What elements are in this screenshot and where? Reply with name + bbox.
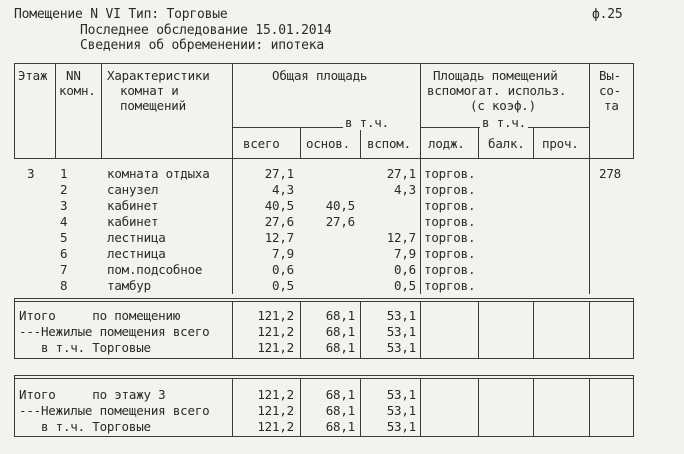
col-nn-2: комн.	[59, 83, 96, 98]
col-line	[478, 127, 479, 158]
table-row	[0, 324, 684, 339]
box-line	[14, 298, 634, 299]
room-nn: 4	[60, 214, 68, 229]
room-use: торгов.	[424, 230, 476, 245]
totals-total: 121,2	[257, 324, 294, 339]
col-line	[232, 63, 233, 158]
table-row	[0, 419, 684, 434]
table-row	[0, 403, 684, 418]
table-row	[0, 340, 684, 355]
totals-aux: 53,1	[386, 419, 416, 434]
col-line	[633, 63, 634, 158]
room-nn: 5	[60, 230, 68, 245]
col-line	[360, 127, 361, 158]
col-aux-area-3: (с коэф.)	[470, 98, 536, 113]
totals-aux: 53,1	[386, 387, 416, 402]
col-main: основ.	[306, 136, 350, 151]
col-incl-1: в т.ч.	[345, 115, 389, 130]
table-row	[0, 278, 684, 293]
col-height-2: со-	[599, 83, 621, 98]
col-total-area: Общая площадь	[272, 68, 368, 83]
col-aux-area: Площадь помещений	[433, 68, 558, 83]
totals-aux: 53,1	[386, 308, 416, 323]
room-total: 27,6	[264, 214, 294, 229]
room-name: комната отдыха	[107, 166, 210, 181]
room-nn: 1	[60, 166, 68, 181]
room-name: кабинет	[107, 214, 159, 229]
col-all: всего	[243, 136, 280, 151]
room-use: торгов.	[424, 166, 476, 181]
col-line	[589, 158, 590, 294]
totals-label: ---Нежилые помещения всего	[19, 403, 210, 418]
room-use: торгов.	[424, 214, 476, 229]
header-encumbrance: Сведения об обременении: ипотека	[80, 38, 325, 53]
table-row	[0, 246, 684, 261]
totals-total: 121,2	[257, 308, 294, 323]
col-aux-area-2: вспомогат. использ.	[427, 83, 567, 98]
col-height-3: та	[604, 98, 619, 113]
totals-label: Итого по этажу 3	[19, 387, 166, 402]
totals-main: 68,1	[325, 308, 355, 323]
col-incl-2: в т.ч.	[482, 115, 526, 130]
room-total: 7,9	[272, 246, 294, 261]
col-other: проч.	[542, 136, 579, 151]
totals-main: 68,1	[325, 324, 355, 339]
room-total: 0,6	[272, 262, 294, 277]
room-nn: 3	[60, 198, 68, 213]
col-characteristics-2: комнат и	[120, 83, 179, 98]
col-floor: Этаж	[18, 68, 48, 83]
room-name: лестница	[107, 230, 166, 245]
box-line	[14, 436, 634, 437]
room-nn: 2	[60, 182, 68, 197]
box-line	[14, 375, 634, 376]
totals-label: в т.ч. Торговые	[19, 419, 151, 434]
room-total: 4,3	[272, 182, 294, 197]
room-aux: 27,1	[386, 166, 416, 181]
room-floor: 3	[27, 166, 35, 181]
box-line	[14, 358, 634, 359]
room-aux: 0,5	[394, 278, 416, 293]
header-title: Помещение N VI Тип: Торговые	[14, 7, 228, 22]
room-nn: 8	[60, 278, 68, 293]
col-line	[101, 63, 102, 158]
room-aux: 0,6	[394, 262, 416, 277]
col-line	[533, 127, 534, 158]
box-line	[14, 378, 634, 379]
col-characteristics: Характеристики	[107, 68, 210, 83]
totals-main: 68,1	[325, 340, 355, 355]
room-use: торгов.	[424, 246, 476, 261]
table-row	[0, 308, 684, 323]
room-nn: 6	[60, 246, 68, 261]
table-row	[0, 182, 684, 197]
room-use: торгов.	[424, 262, 476, 277]
table-row	[0, 214, 684, 229]
table-row	[0, 262, 684, 277]
totals-label: Итого по помещению	[19, 308, 181, 323]
totals-main: 68,1	[325, 419, 355, 434]
header-last-survey: Последнее обследование 15.01.2014	[80, 23, 332, 38]
table-top-border	[14, 63, 634, 64]
room-total: 27,1	[264, 166, 294, 181]
col-nn: NN	[66, 68, 81, 83]
room-main: 27,6	[325, 214, 355, 229]
col-line	[232, 158, 233, 294]
room-aux: 7,9	[394, 246, 416, 261]
col-aux: вспом.	[367, 136, 411, 151]
room-total: 0,5	[272, 278, 294, 293]
table-row	[0, 387, 684, 402]
room-name: пом.подсобное	[107, 262, 203, 277]
totals-label: ---Нежилые помещения всего	[19, 324, 210, 339]
room-nn: 7	[60, 262, 68, 277]
totals-main: 68,1	[325, 403, 355, 418]
room-main: 40,5	[325, 198, 355, 213]
col-line	[420, 158, 421, 294]
totals-total: 121,2	[257, 340, 294, 355]
col-line	[589, 63, 590, 158]
totals-total: 121,2	[257, 403, 294, 418]
col-line	[55, 63, 56, 158]
totals-label: в т.ч. Торговые	[19, 340, 151, 355]
col-line	[14, 63, 15, 158]
table-row	[0, 230, 684, 245]
box-line	[14, 301, 634, 302]
totals-total: 121,2	[257, 419, 294, 434]
col-height: Вы-	[599, 68, 621, 83]
totals-aux: 53,1	[386, 340, 416, 355]
totals-aux: 53,1	[386, 403, 416, 418]
form-number: ф.25	[592, 7, 623, 22]
room-total: 12,7	[264, 230, 294, 245]
col-loggia: лодж.	[428, 136, 465, 151]
room-aux: 4,3	[394, 182, 416, 197]
room-aux: 12,7	[386, 230, 416, 245]
table-row	[0, 198, 684, 213]
room-use: торгов.	[424, 198, 476, 213]
col-line	[300, 127, 301, 158]
room-name: лестница	[107, 246, 166, 261]
table-header-bottom-border	[14, 158, 634, 159]
room-name: санузел	[107, 182, 159, 197]
totals-aux: 53,1	[386, 324, 416, 339]
room-use: торгов.	[424, 278, 476, 293]
col-characteristics-3: помещений	[120, 98, 186, 113]
totals-main: 68,1	[325, 387, 355, 402]
room-name: кабинет	[107, 198, 159, 213]
table-row	[0, 166, 684, 181]
room-use: торгов.	[424, 182, 476, 197]
col-line	[420, 63, 421, 158]
room-total: 40,5	[264, 198, 294, 213]
col-balcony: балк.	[488, 136, 525, 151]
totals-total: 121,2	[257, 387, 294, 402]
room-height: 278	[599, 166, 621, 181]
room-name: тамбур	[107, 278, 151, 293]
subheader-line	[232, 127, 360, 128]
